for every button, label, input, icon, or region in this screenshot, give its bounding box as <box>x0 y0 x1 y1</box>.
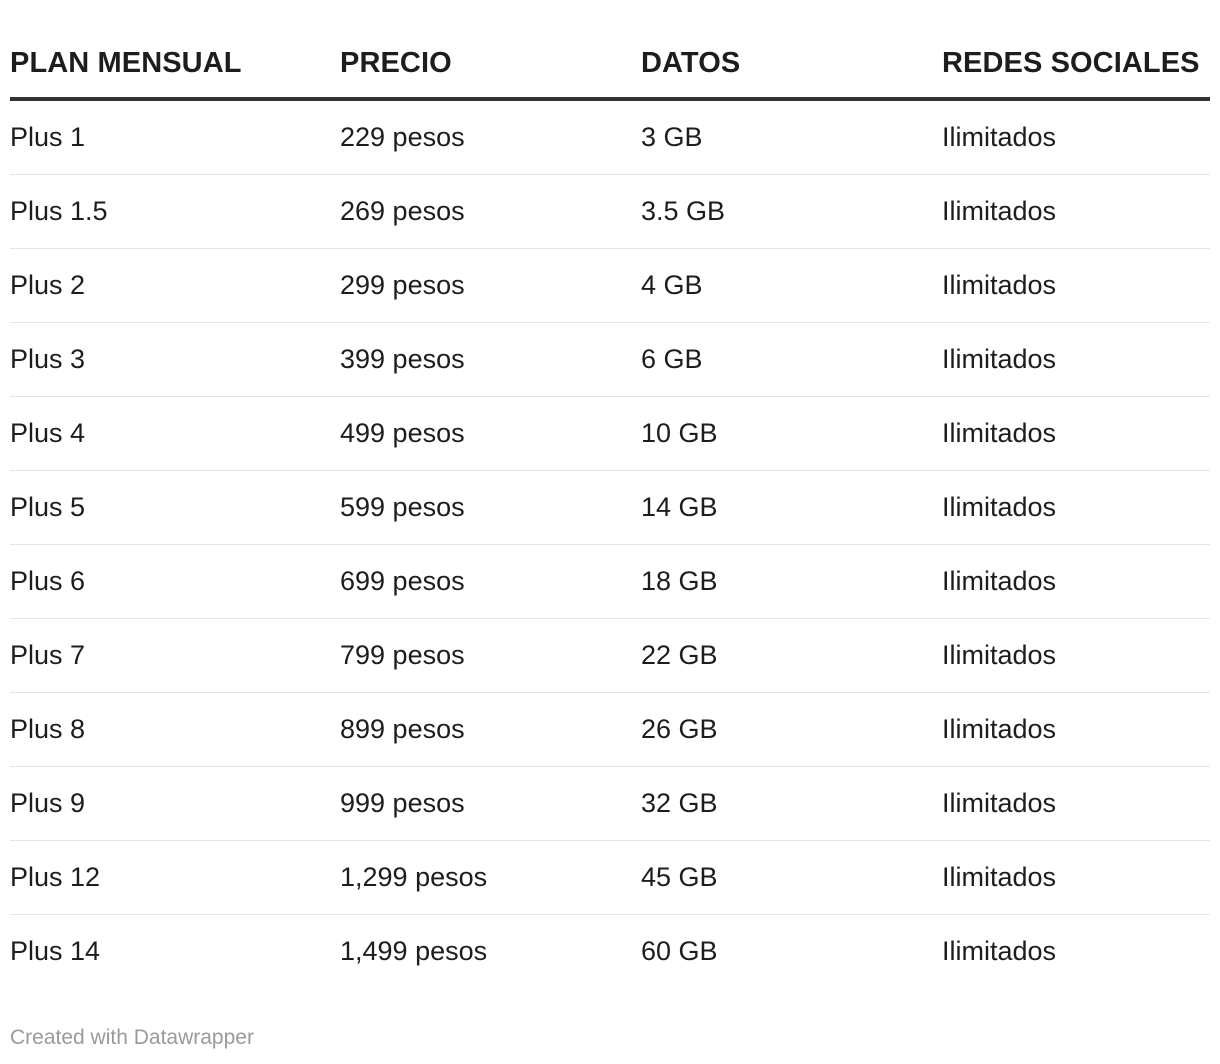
cell-redes-sociales: Ilimitados <box>942 841 1210 915</box>
cell-precio: 1,499 pesos <box>340 936 488 966</box>
cell-plan: Plus 3 <box>10 323 340 397</box>
cell-plan: Plus 7 <box>10 619 340 693</box>
cell-datos: 10 GB <box>641 397 942 471</box>
cell-redes-sociales: Ilimitados <box>942 471 1210 545</box>
cell-redes-sociales: Ilimitados <box>942 99 1210 175</box>
cell-redes-sociales: Ilimitados <box>942 249 1210 323</box>
cell-plan: Plus 4 <box>10 397 340 471</box>
header-datos: DATOS <box>641 30 942 99</box>
table-row <box>10 841 1210 915</box>
cell-redes-sociales: Ilimitados <box>942 619 1210 693</box>
cell-precio: 229 pesos <box>340 99 641 175</box>
cell-redes-sociales: Ilimitados <box>942 936 1057 966</box>
table-row <box>10 767 1210 841</box>
table-row <box>10 471 1210 545</box>
cell-redes-sociales: Ilimitados <box>942 767 1210 841</box>
cell-plan: Plus 5 <box>10 471 340 545</box>
cell-plan: Plus 1.5 <box>10 175 340 249</box>
cell-plan: Plus 14 <box>10 936 101 966</box>
plans-table <box>10 30 1210 988</box>
header-row <box>10 30 1210 99</box>
table-body <box>10 99 1210 988</box>
cell-datos: 45 GB <box>641 841 942 915</box>
cell-datos: 60 GB <box>641 936 718 966</box>
plans-table-container <box>10 30 1210 988</box>
cell-precio: 699 pesos <box>340 545 641 619</box>
header-redes-sociales: REDES SOCIALES <box>942 30 1210 99</box>
cell-datos: 14 GB <box>641 471 942 545</box>
header-precio: PRECIO <box>340 30 641 99</box>
table-row <box>10 619 1210 693</box>
cell-redes-sociales: Ilimitados <box>942 693 1210 767</box>
cell-datos: 3 GB <box>641 99 942 175</box>
table-header <box>10 30 1210 99</box>
cell-redes-sociales: Ilimitados <box>942 397 1210 471</box>
table-row <box>10 693 1210 767</box>
header-plan-mensual: PLAN MENSUAL <box>10 30 340 99</box>
cell-plan: Plus 1 <box>10 99 340 175</box>
cell-precio: 999 pesos <box>340 767 641 841</box>
cell-precio: 499 pesos <box>340 397 641 471</box>
cell-datos: 4 GB <box>641 249 942 323</box>
cell-datos: 22 GB <box>641 619 942 693</box>
cell-plan: Plus 8 <box>10 693 340 767</box>
cell-precio: 599 pesos <box>340 471 641 545</box>
cell-datos: 26 GB <box>641 693 942 767</box>
table-row <box>10 99 1210 175</box>
cell-plan: Plus 2 <box>10 249 340 323</box>
cell-datos: 3.5 GB <box>641 175 942 249</box>
cell-precio: 1,299 pesos <box>340 841 641 915</box>
cell-precio: 299 pesos <box>340 249 641 323</box>
table-row <box>10 249 1210 323</box>
cell-datos: 6 GB <box>641 323 942 397</box>
datawrapper-credit: Created with Datawrapper <box>10 1026 254 1049</box>
cell-redes-sociales: Ilimitados <box>942 323 1210 397</box>
cell-precio: 399 pesos <box>340 323 641 397</box>
cell-precio: 799 pesos <box>340 619 641 693</box>
cell-plan: Plus 9 <box>10 767 340 841</box>
cell-plan: Plus 6 <box>10 545 340 619</box>
table-row <box>10 915 1210 989</box>
cell-datos: 32 GB <box>641 767 942 841</box>
cell-plan: Plus 12 <box>10 841 340 915</box>
table-row <box>10 397 1210 471</box>
cell-redes-sociales: Ilimitados <box>942 545 1210 619</box>
cell-precio: 899 pesos <box>340 693 641 767</box>
cell-precio: 269 pesos <box>340 175 641 249</box>
table-row <box>10 175 1210 249</box>
table-row <box>10 545 1210 619</box>
cell-datos: 18 GB <box>641 545 942 619</box>
table-row <box>10 323 1210 397</box>
cell-redes-sociales: Ilimitados <box>942 175 1210 249</box>
